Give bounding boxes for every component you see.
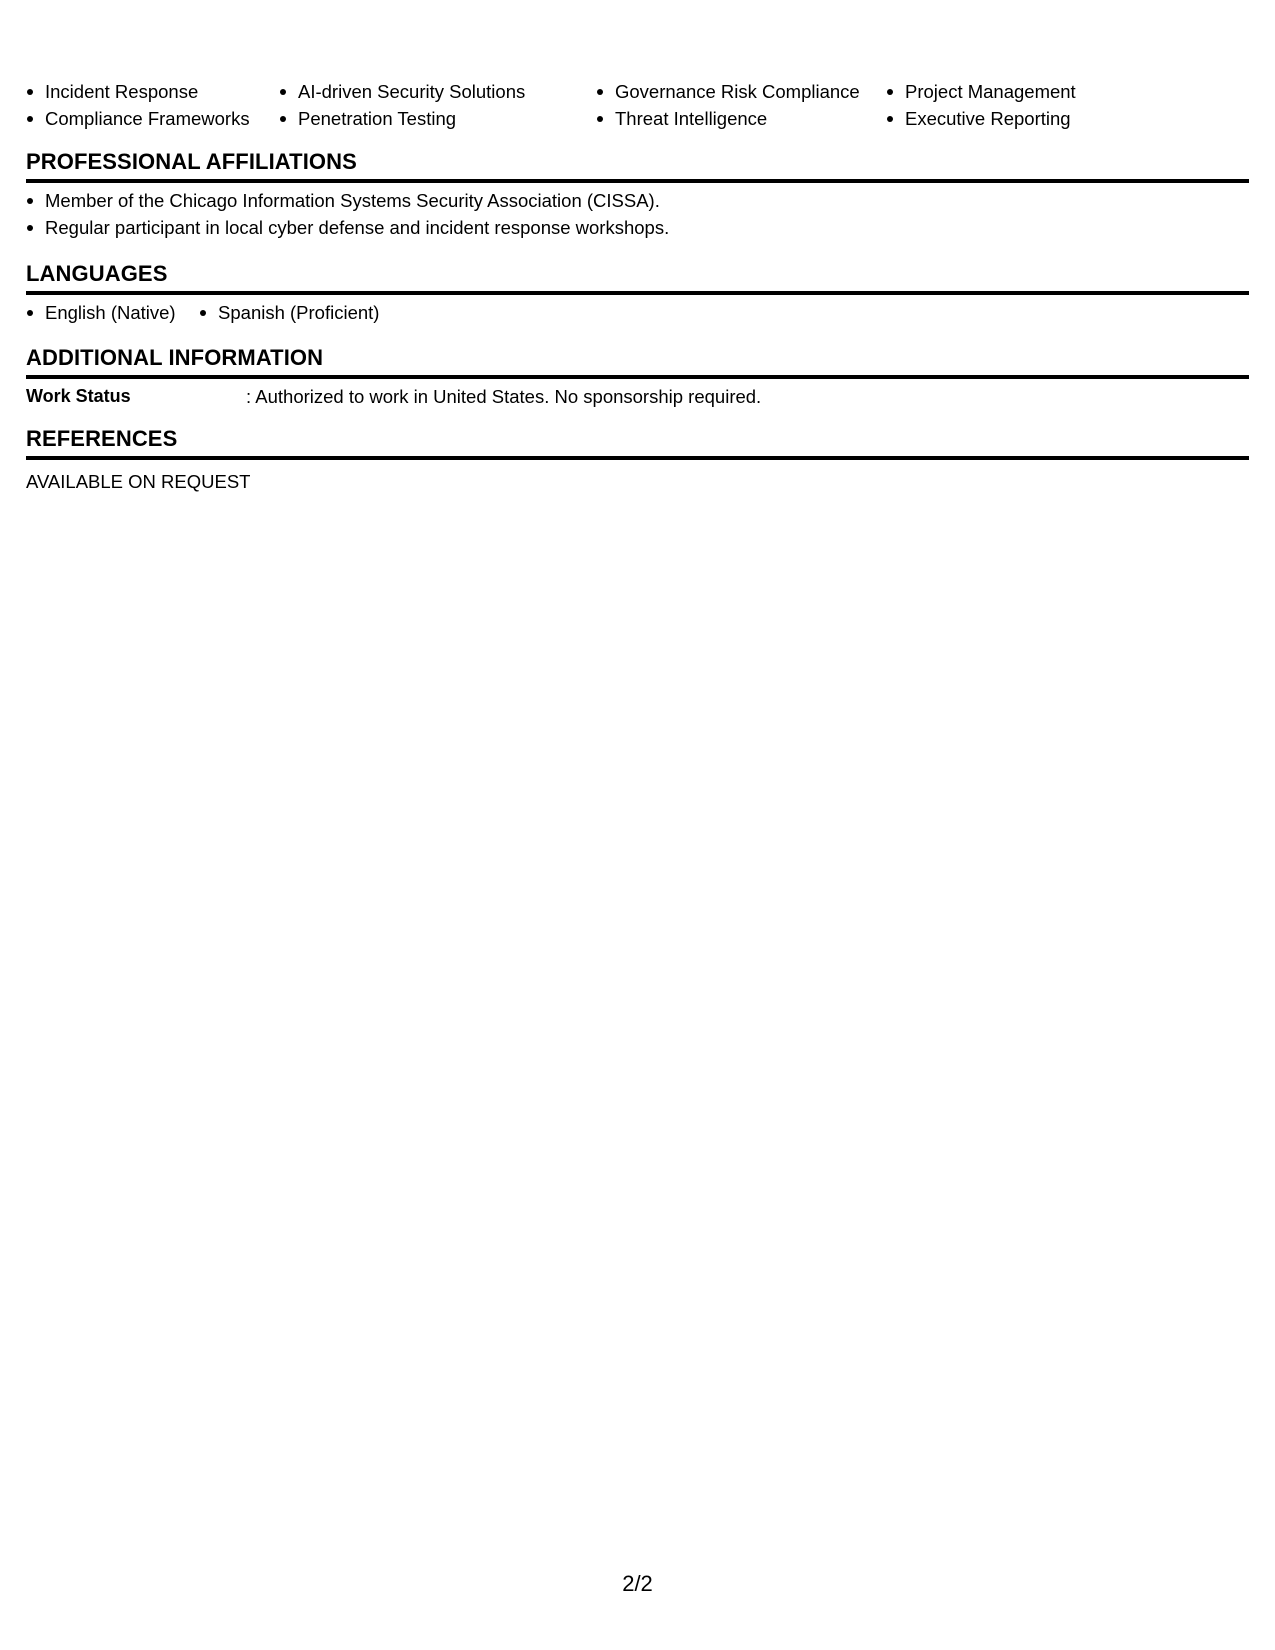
page-number: 2/2: [622, 1571, 653, 1596]
skill-item: Project Management: [886, 78, 1076, 105]
references-text: AVAILABLE ON REQUEST: [26, 471, 251, 492]
language-item: English (Native): [26, 299, 176, 326]
skill-item: Governance Risk Compliance: [596, 78, 860, 105]
skill-item: Incident Response: [26, 78, 250, 105]
work-status-label: Work Status: [26, 386, 131, 406]
work-status-row: [26, 379, 1249, 410]
skills-column: [596, 78, 860, 132]
skills-grid: [26, 78, 1249, 134]
affiliation-item: Member of the Chicago Information Systems Security Association (CISSA).: [26, 187, 1249, 214]
affiliations-section: [26, 148, 1249, 241]
affiliations-list: [26, 183, 1249, 241]
section-heading: ADDITIONAL INFORMATION: [26, 344, 1249, 379]
affiliation-item: Regular participant in local cyber defense and incident response workshops.: [26, 214, 1249, 241]
skills-column: [26, 78, 250, 132]
section-heading: REFERENCES: [26, 425, 1249, 460]
skills-column: [279, 78, 525, 132]
references-section: [26, 425, 1249, 495]
skill-item: Executive Reporting: [886, 105, 1076, 132]
languages-list: [26, 295, 1249, 326]
skill-item: Compliance Frameworks: [26, 105, 250, 132]
resume-page: [26, 0, 1249, 1650]
skill-item: Penetration Testing: [279, 105, 525, 132]
skill-item: AI-driven Security Solutions: [279, 78, 525, 105]
section-heading: LANGUAGES: [26, 260, 1249, 295]
language-item: Spanish (Proficient): [199, 299, 379, 326]
skills-column: [886, 78, 1076, 132]
languages-section: [26, 260, 1249, 326]
additional-info-section: [26, 344, 1249, 410]
work-status-value: : Authorized to work in United States. No sponsorship required.: [246, 386, 762, 407]
skill-item: Threat Intelligence: [596, 105, 860, 132]
section-heading: PROFESSIONAL AFFILIATIONS: [26, 148, 1249, 183]
